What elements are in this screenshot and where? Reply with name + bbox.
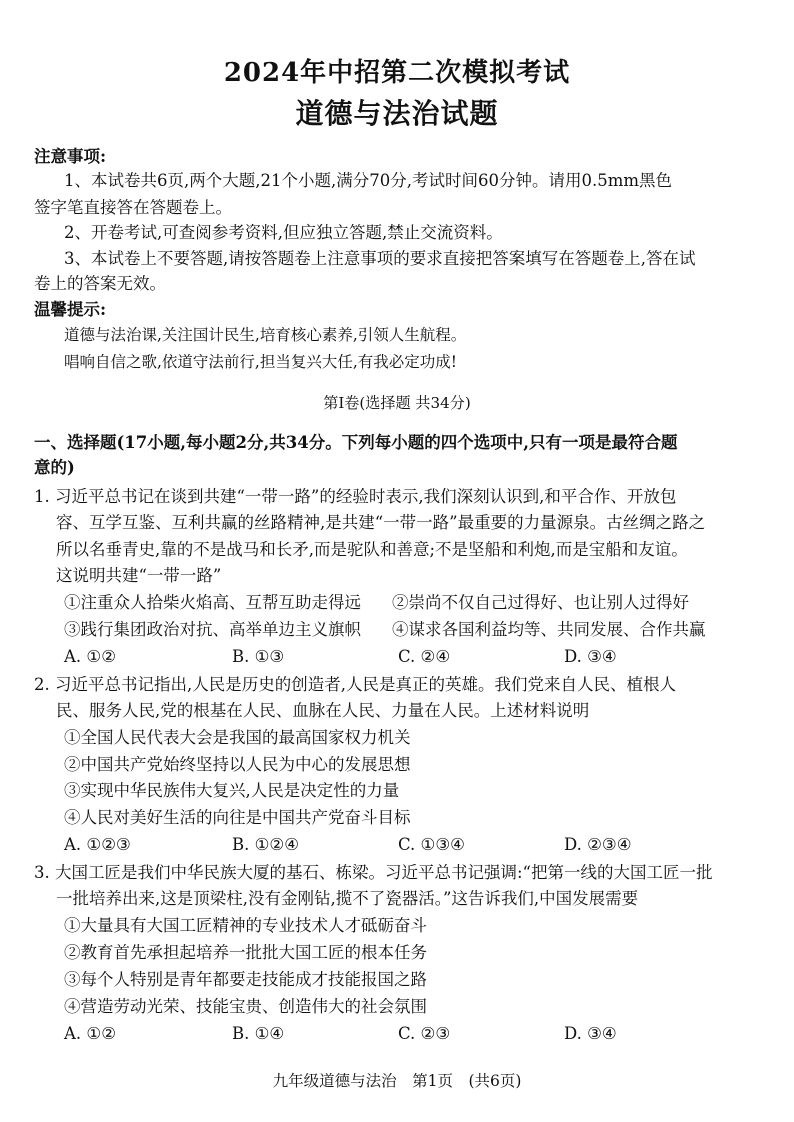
q3-choice-c: C. ②③: [398, 1024, 451, 1043]
tips-line-1: 道德与法治课,关注国计民生,培育核心素养,引领人生航程。: [64, 326, 467, 344]
section1-line-2: 意的): [34, 458, 75, 477]
notice-line-3: 3、本试卷上不要答题,请按答题卷上注意事项的要求直接把答案填写在答题卷上,答在试: [64, 249, 696, 268]
q2-line-1: 2. 习近平总书记指出,人民是历史的创造者,人民是真正的英雄。我们党来自人民、植根人: [34, 675, 676, 694]
q1-line-3: 所以名垂青史,靠的不是战马和长矛,而是驼队和善意;不是坚船和利炮,而是宝船和友谊。: [56, 540, 688, 559]
q2-choice-c: C. ①③④: [398, 835, 465, 854]
q2-line-2: 民、服务人民,党的根基在人民、血脉在人民、力量在人民。上述材料说明: [56, 701, 590, 720]
q3-choice-d: D. ③④: [564, 1024, 617, 1043]
section1-line-1: 一、选择题(17小题,每小题2分,共34分。下列每小题的四个选项中,只有一项是最符合题: [34, 433, 678, 452]
q1-line-1: 1. 习近平总书记在谈到共建“一带一路”的经验时表示,我们深刻认识到,和平合作、开放包: [34, 487, 677, 506]
q1-option-4: ④谋求各国利益均等、共同发展、合作共赢: [392, 620, 706, 639]
q3-choice-a: A. ①②: [64, 1024, 116, 1043]
notice-line-1: 1、本试卷共6页,两个大题,21个小题,满分70分,考试时间60分钟。请用0.5mm黑色: [64, 171, 672, 190]
page-footer: 九年级道德与法治 第1页 (共6页): [272, 1072, 522, 1090]
exam-subtitle: 道德与法治试题: [295, 97, 499, 130]
notice-line-1b: 签字笔直接答在答题卷上。: [34, 198, 232, 217]
q2-option-2: ②中国共产党始终坚持以人民为中心的发展思想: [64, 755, 411, 774]
q1-choice-d: D. ③④: [564, 647, 617, 666]
q2-choice-b: B. ①②④: [232, 835, 299, 854]
q3-line-2: 一批培养出来,这是顶梁柱,没有金刚钻,揽不了瓷器活。”这告诉我们,中国发展需要: [56, 889, 639, 908]
q2-option-1: ①全国人民代表大会是我国的最高国家权力机关: [64, 728, 411, 747]
q1-choice-c: C. ②④: [398, 647, 451, 666]
q1-line-2: 容、互学互鉴、互利共赢的丝路精神,是共建“一带一路”最重要的力量源泉。古丝绸之路之: [56, 513, 706, 532]
q3-line-1: 3. 大国工匠是我们中华民族大厦的基石、栋梁。习近平总书记强调:“把第一线的大国工匠一批: [34, 863, 713, 882]
q3-option-1: ①大量具有大国工匠精神的专业技术人才砥砺奋斗: [64, 916, 427, 935]
q1-choice-b: B. ①③: [232, 647, 285, 666]
notice-heading: 注意事项:: [34, 147, 107, 166]
q2-option-3: ③实现中华民族伟大复兴,人民是决定性的力量: [64, 781, 400, 800]
q1-choice-a: A. ①②: [64, 647, 116, 666]
q2-choice-a: A. ①②③: [64, 835, 131, 854]
q3-option-2: ②教育首先承担起培养一批批大国工匠的根本任务: [64, 943, 427, 962]
q1-option-3: ③践行集团政治对抗、高举单边主义旗帜: [64, 620, 361, 639]
part1-heading: 第Ⅰ卷(选择题 共34分): [323, 394, 471, 412]
exam-title: 2024年中招第二次模拟考试: [223, 58, 571, 88]
q3-choice-b: B. ①④: [232, 1024, 285, 1043]
q3-option-4: ④营造劳动光荣、技能宝贵、创造伟大的社会氛围: [64, 997, 427, 1016]
q1-option-1: ①注重众人拾柴火焰高、互帮互助走得远: [64, 593, 361, 612]
q1-line-4: 这说明共建“一带一路”: [56, 566, 222, 585]
q1-option-2: ②崇尚不仅自己过得好、也让别人过得好: [392, 593, 689, 612]
q3-option-3: ③每个人特别是青年都要走技能成才技能报国之路: [64, 970, 427, 989]
notice-line-3b: 卷上的答案无效。: [34, 274, 166, 293]
q2-option-4: ④人民对美好生活的向往是中国共产党奋斗目标: [64, 808, 411, 827]
notice-line-2: 2、开卷考试,可查阅参考资料,但应独立答题,禁止交流资料。: [64, 223, 503, 242]
tips-line-2: 唱响自信之歌,依道守法前行,担当复兴大任,有我必定功成!: [64, 353, 458, 371]
q2-choice-d: D. ②③④: [564, 835, 632, 854]
tips-heading: 温馨提示:: [34, 300, 107, 319]
